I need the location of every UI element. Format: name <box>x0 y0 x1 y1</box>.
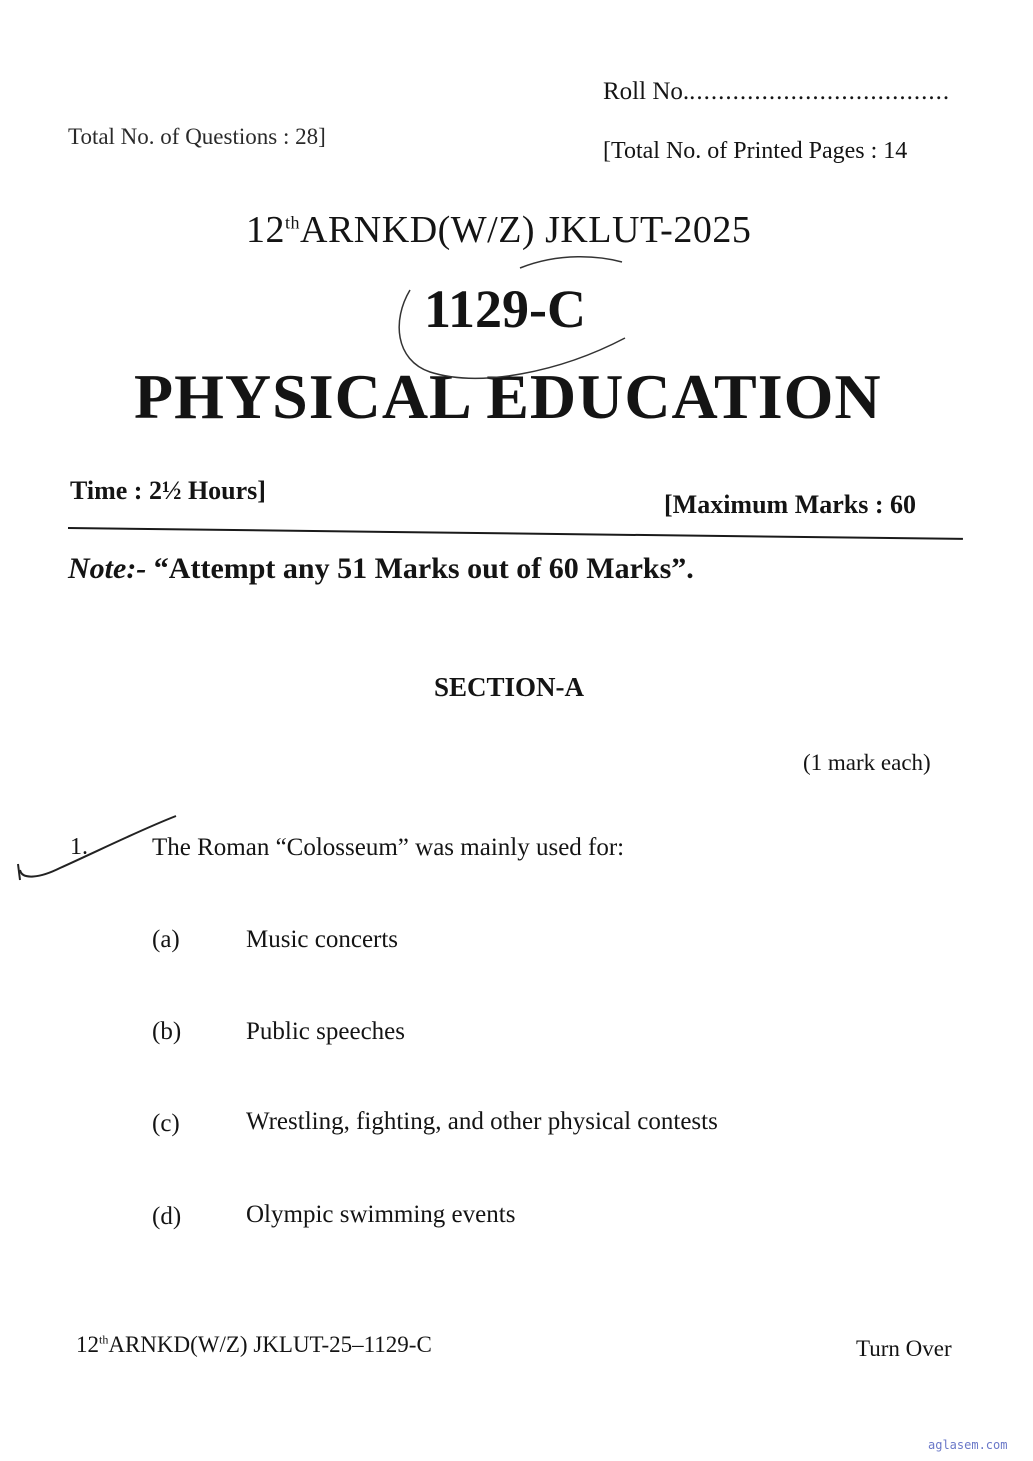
subject-title: PHYSICAL EDUCATION <box>134 361 882 432</box>
question-number: 1. <box>70 834 88 860</box>
option-b-label: (b) <box>152 1018 182 1045</box>
option-a-text: Music concerts <box>246 926 399 953</box>
watermark: aglasem.com <box>928 1438 1008 1452</box>
section-marks: (1 mark each) <box>803 750 931 775</box>
total-questions: Total No. of Questions : 28] <box>68 124 326 149</box>
option-d-label: (d) <box>152 1203 182 1230</box>
exam-code: 12thARNKD(W/Z) JKLUT-2025 <box>246 209 752 251</box>
circle-mark <box>399 290 625 378</box>
footer-code: 12thARNKD(W/Z) JKLUT-25–1129-C <box>76 1332 432 1357</box>
maximum-marks: [Maximum Marks : 60 <box>664 490 917 519</box>
section-title: SECTION-A <box>434 672 585 702</box>
turn-over: Turn Over <box>856 1336 952 1361</box>
total-printed-pages: [Total No. of Printed Pages : 14 <box>603 138 908 164</box>
option-c-label: (c) <box>152 1110 180 1137</box>
note-label: Note:- <box>68 552 147 585</box>
option-c-text: Wrestling, fighting, and other physical contests <box>246 1108 718 1135</box>
time-allowed: Time : 2½ Hours] <box>70 476 266 505</box>
question-text: The Roman “Colosseum” was mainly used for: <box>152 834 625 861</box>
note-text: “Attempt any 51 Marks out of 60 Marks”. <box>153 552 694 585</box>
option-d-text: Olympic swimming events <box>246 1201 516 1228</box>
tick-mark <box>20 816 176 877</box>
roll-dots: .................................... <box>689 78 951 105</box>
swoosh-mark <box>520 257 622 268</box>
paper-code: 1129-C <box>424 279 586 339</box>
option-b-text: Public speeches <box>246 1018 405 1045</box>
roll-label: Roll No. <box>603 78 690 105</box>
tick-stroke <box>18 864 20 880</box>
option-a-label: (a) <box>152 926 180 953</box>
